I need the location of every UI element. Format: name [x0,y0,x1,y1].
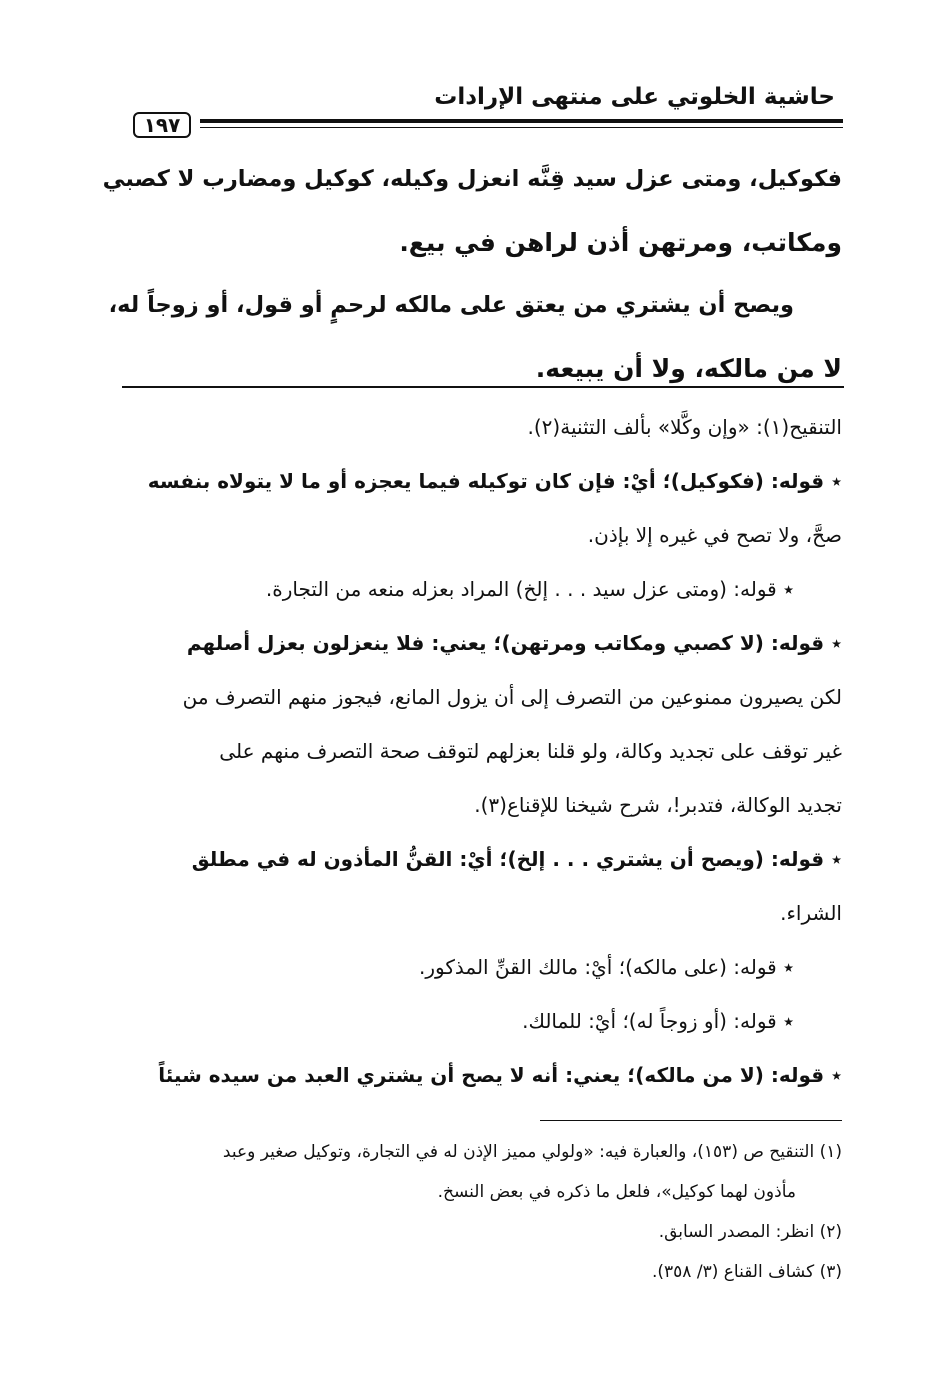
header-rule-thin [200,127,843,128]
footnote: (١) التنقيح ص (١٥٣)، والعبارة فيه: «ولولي مميز الإذن له في التجارة، وتوكيل صغير وعبد [222,1142,842,1162]
commentary-line: ٭ قوله: (لا كصبي ومكاتب ومرتهن)؛ يعني: فلا ينعزلون بعزل أصلهم [186,631,842,655]
commentary-line: ٭ قوله: (ومتى عزل سيد . . . إلخ) المراد بعزله منعه من التجارة. [265,577,794,601]
commentary-line: ٭ قوله: (على مالكه)؛ أيْ: مالك القنِّ المذكور. [419,955,794,979]
text-separator-rule [122,386,844,388]
commentary-line: ٭ قوله: (فكوكيل)؛ أيْ: فإن كان توكيله فيما يعجزه أو ما لا يتولاه بنفسه [147,469,842,493]
main-text-line: ومكاتب، ومرتهن أذن لراهن في بيع. [399,228,842,257]
commentary-line: ٭ قوله: (لا من مالكه)؛ يعني: أنه لا يصح أن يشتري العبد من سيده شيئاً [158,1063,842,1087]
commentary-line: التنقيح(١): «وإن وكَّلا» بألف التثنية(٢). [527,415,842,439]
commentary-line: الشراء. [780,901,842,925]
commentary [102,400,842,1102]
commentary-line: ٭ قوله: (ويصح أن يشتري . . . إلخ)؛ أيْ: القنُّ المأذون له في مطلق [191,847,842,871]
commentary-line: ٭ قوله: (أو زوجاً له)؛ أيْ: للمالك. [522,1009,794,1033]
commentary-line: صحَّ، ولا تصح في غيره إلا بإذن. [587,523,842,547]
footnote-continuation: مأذون لهما كوكيل»، فلعل ما ذكره في بعض النسخ. [437,1182,796,1202]
main-text [102,148,842,400]
footnote-rule [540,1120,842,1121]
page-number-box: ١٩٧ [133,112,191,138]
commentary-line: تجديد الوكالة، فتدبر!، شرح شيخنا للإقناع(٣). [474,793,842,817]
footnotes [102,1132,842,1292]
main-text-line: لا من مالكه، ولا أن يبيعه. [535,354,842,383]
commentary-line: غير توقف على تجديد وكالة، ولو قلنا بعزلهم لتوقف صحة التصرف منهم على [219,739,842,763]
commentary-line: لكن يصيرون ممنوعين من التصرف إلى أن يزول المانع، فيجوز منهم التصرف من [182,685,842,709]
running-header-title: حاشية الخلوتي على منتهى الإرادات [434,84,835,110]
main-text-line: فكوكيل، ومتى عزل سيد قِنَّه انعزل وكيله، كوكيل ومضارب لا كصبي [102,166,842,192]
header-rule [200,119,843,123]
footnote: (٣) كشاف القناع (٣/ ٣٥٨). [651,1262,842,1282]
footnote: (٢) انظر: المصدر السابق. [658,1222,842,1242]
main-text-line: ويصح أن يشتري من يعتق على مالكه لرحمٍ أو قول، أو زوجاً له، [108,292,794,318]
